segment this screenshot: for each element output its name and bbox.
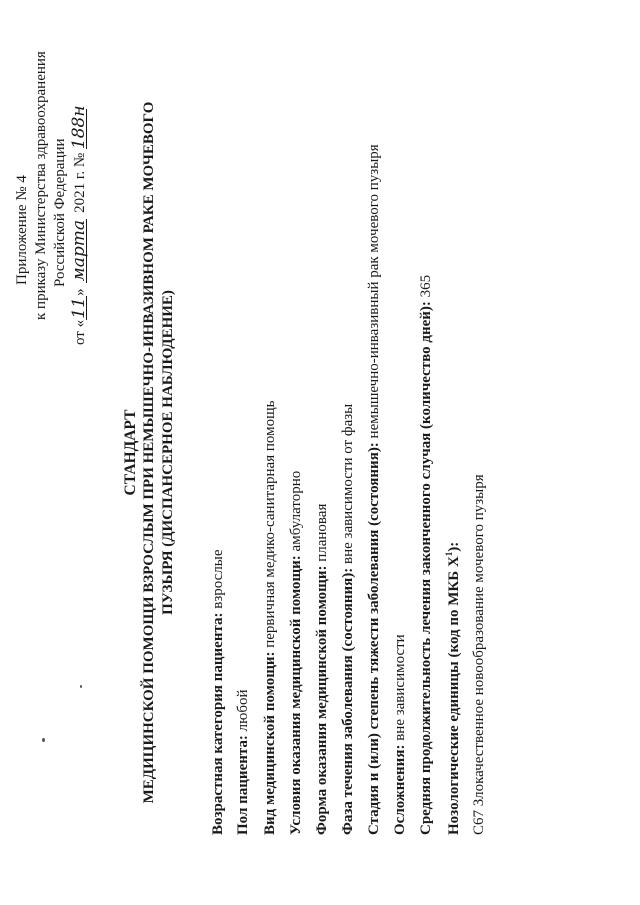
- document-title: СТАНДАРТ: [122, 409, 139, 496]
- scan-speck: [80, 685, 82, 688]
- care-conditions-field: [288, 471, 305, 835]
- age-category-label: Возрастная категория пациента:: [210, 612, 226, 835]
- ministry-name: Российской Федерации: [52, 138, 68, 287]
- nosology-field: [444, 542, 463, 835]
- nosology-label: [446, 542, 462, 835]
- date-year: 2021 г. №: [72, 152, 88, 213]
- disease-phase-label: Фаза течения заболевания (состояния):: [340, 567, 356, 835]
- care-type-value: первичная медико-санитарная помощь: [262, 400, 278, 648]
- nosology-label-end: ):: [446, 541, 462, 552]
- handwritten-order-number: 188н: [69, 105, 89, 150]
- order-reference: к приказу Министерства здравоохранения: [33, 51, 49, 320]
- treatment-duration-label: Средняя продолжительность лечения законченного случая (количество дней):: [418, 301, 434, 835]
- complications-label: Осложнения:: [392, 744, 408, 835]
- disease-phase-field: [340, 404, 357, 835]
- care-conditions-value: амбулаторно: [288, 470, 304, 552]
- patient-sex-value: любой: [235, 689, 251, 732]
- care-type-label: Вид медицинской помощи:: [262, 651, 278, 835]
- icd-code: C67: [471, 809, 487, 835]
- care-form-label: Форма оказания медицинской помощи:: [314, 565, 330, 835]
- scan-speck: [42, 738, 45, 742]
- age-category-value: взрослые: [210, 549, 226, 609]
- nosology-label-text: Нозологические единицы (код по МКБ X: [446, 556, 462, 835]
- disease-stage-label: Стадия и (или) степень тяжести заболевания (состояния):: [366, 442, 382, 835]
- document-subtitle-line-1: МЕДИЦИНСКОЙ ПОМОЩИ ВЗРОСЛЫМ ПРИ НЕМЫШЕЧНО-ИНВАЗИВНОМ РАКЕ МОЧЕВОГО: [141, 101, 157, 804]
- treatment-duration-field: [418, 275, 435, 835]
- patient-sex-field: [235, 689, 252, 835]
- nosology-footnote-mark: 1: [444, 551, 454, 557]
- document-subtitle-line-2: ПУЗЫРЯ (ДИСПАНСЕРНОЕ НАБЛЮДЕНИЕ): [160, 290, 176, 615]
- disease-stage-value: немышечно-инвазивный рак мочевого пузыря: [366, 144, 382, 439]
- date-prefix: от «: [72, 319, 88, 345]
- care-conditions-label: Условия оказания медицинской помощи:: [288, 555, 304, 835]
- care-form-field: [314, 504, 331, 835]
- care-type-field: [262, 401, 279, 835]
- complications-value: вне зависимости: [392, 634, 408, 741]
- patient-sex-label: Пол пациента:: [235, 735, 251, 835]
- handwritten-day: 11: [69, 297, 89, 319]
- treatment-duration-value: 365: [418, 274, 434, 298]
- order-date-line: [69, 105, 89, 345]
- disease-phase-value: вне зависимости от фазы: [340, 403, 356, 564]
- age-category-field: [210, 549, 227, 835]
- appendix-number: Приложение № 4: [14, 175, 30, 285]
- date-quote: »: [72, 288, 88, 296]
- icd-code-row: [471, 474, 488, 835]
- care-form-value: плановая: [314, 503, 330, 562]
- handwritten-month: марта: [69, 219, 89, 282]
- icd-description: Злокачественное новообразование мочевого пузыря: [471, 474, 487, 807]
- complications-field: [392, 634, 409, 835]
- disease-stage-field: [366, 144, 383, 835]
